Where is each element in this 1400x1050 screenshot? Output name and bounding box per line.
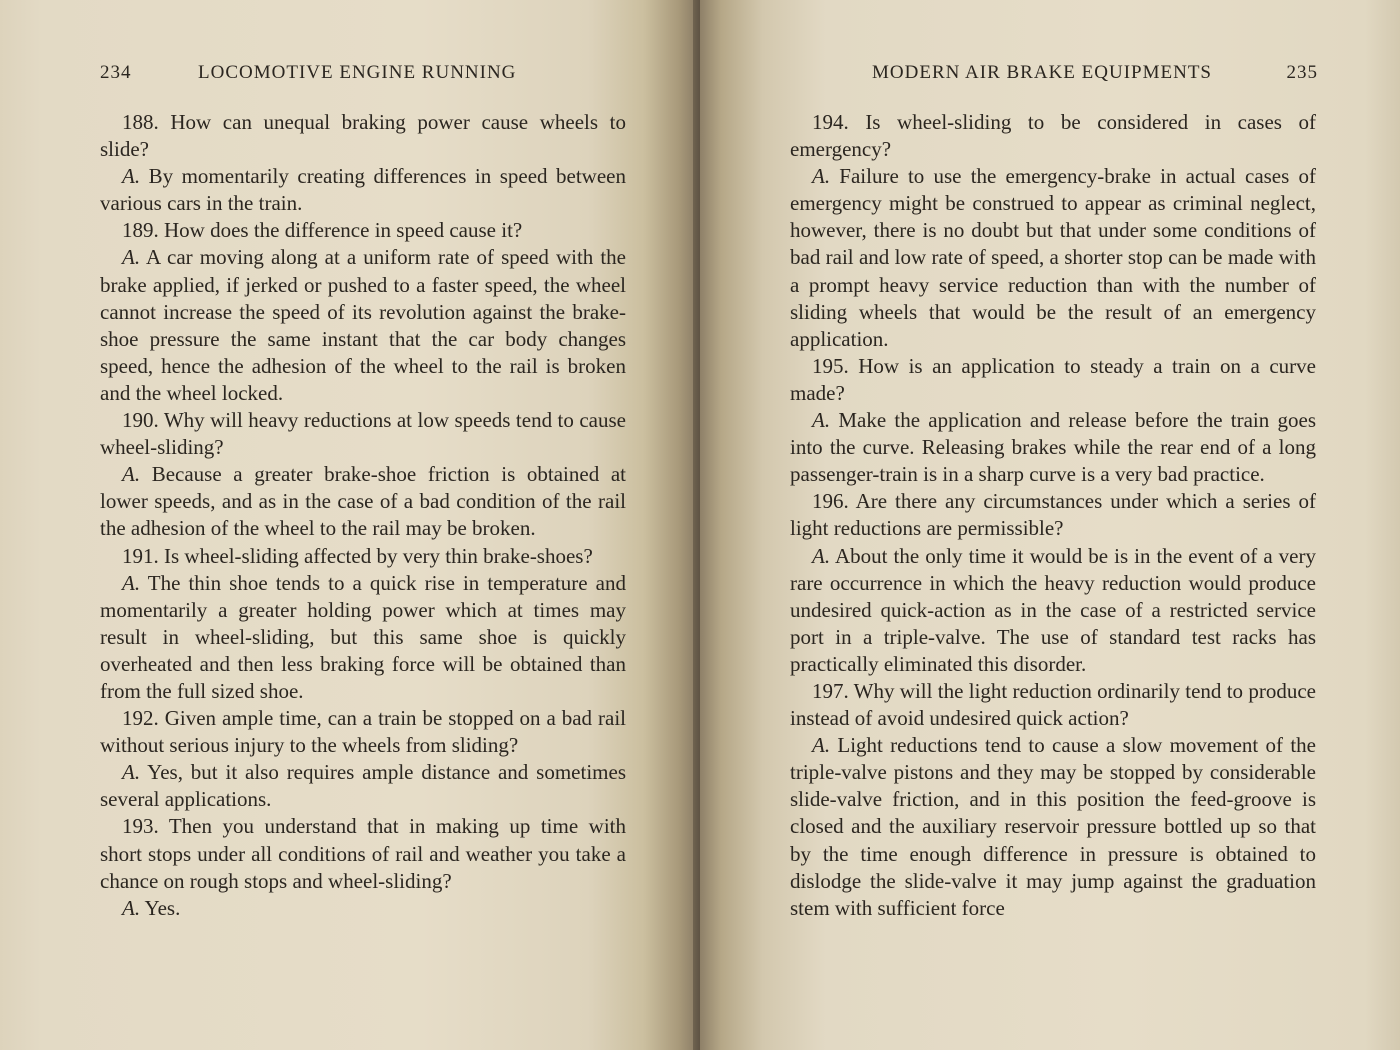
question-192: 192. Given ample time, can a train be stopped on a bad rail without serious injury to the wheels from sliding? bbox=[100, 706, 626, 758]
left-running-title: LOCOMOTIVE ENGINE RUNNING bbox=[198, 62, 517, 83]
left-page-number: 234 bbox=[100, 62, 132, 83]
question-196: 196. Are there any circumstances under which a series of light reductions are permissible? bbox=[790, 489, 1316, 541]
right-text-block bbox=[790, 109, 1316, 922]
question-197: 197. Why will the light reduction ordinarily tend to produce instead of avoid undesired quick action? bbox=[790, 678, 1316, 731]
right-page-number: 235 bbox=[1286, 62, 1318, 83]
right-running-head bbox=[790, 62, 1318, 90]
question-188: 188. How can unequal braking power cause wheels to slide? bbox=[100, 110, 626, 162]
question-191: 191. Is wheel-sliding affected by very thin brake-shoes? bbox=[122, 543, 593, 568]
answer-191: A. The thin shoe tends to a quick rise in temperature and momentarily a greater holding power which at times may result in wheel-sliding, but this same shoe is quickly overheated and then less braking force will be obtained than from the full sized shoe. bbox=[100, 570, 626, 703]
question-190: 190. Why will heavy reductions at low speeds tend to cause wheel-sliding? bbox=[100, 408, 626, 460]
answer-196: A. About the only time it would be is in the event of a very rare occurrence in which the heavy reduction would produce undesired quick-action as in the case of a restricted service port in a triple-valve. The use of standard test racks has practically eliminated this disorder. bbox=[790, 543, 1316, 676]
answer-195: A. Make the application and release before the train goes into the curve. Releasing brakes while the rear end of a long passenger-train is in a sharp curve is a very bad practice. bbox=[790, 408, 1316, 487]
answer-193: A. Yes. bbox=[122, 895, 181, 920]
answer-190: A. Because a greater brake-shoe friction is obtained at lower speeds, and as in the case of a bad condition of the rail the adhesion of the wheel to the rail may be broken. bbox=[100, 462, 626, 541]
question-193: 193. Then you understand that in making up time with short stops under all conditions of rail and weather you take a chance on rough stops and wheel-sliding? bbox=[100, 814, 626, 893]
answer-192: A. Yes, but it also requires ample distance and sometimes several applications. bbox=[100, 760, 626, 812]
left-running-head bbox=[100, 62, 660, 90]
answer-197: A. Light reductions tend to cause a slow movement of the triple-valve pistons and they may be stopped by considerable slide-valve friction, and in this position the feed-groove is closed and the auxiliary reservoir pressure bottled up so that by the time enough difference in pressure is obtained to dislodge the slide-valve it may jump against the graduation stem with sufficient force bbox=[790, 733, 1316, 920]
answer-194: A. Failure to use the emergency-brake in actual cases of emergency might be construed to appear as criminal neglect, however, there is no doubt but that under some conditions of bad rail and low rate of speed, a shorter stop can be made with a prompt heavy service reduction than with the number of sliding wheels that would be the result of an emergency application. bbox=[790, 164, 1316, 351]
question-194: 194. Is wheel-sliding to be considered in cases of emergency? bbox=[790, 110, 1316, 162]
question-195: 195. How is an application to steady a train on a curve made? bbox=[790, 353, 1316, 405]
right-running-title: MODERN AIR BRAKE EQUIPMENTS bbox=[872, 62, 1212, 83]
question-189: 189. How does the difference in speed cause it? bbox=[122, 218, 523, 243]
answer-189: A. A car moving along at a uniform rate of speed with the brake applied, if jerked or pushed to a faster speed, the wheel cannot increase the speed of its revolution against the brake-shoe pressure the same instant that the car body changes speed, hence the adhesion of the wheel to the rail is broken and the wheel locked. bbox=[100, 245, 626, 405]
left-text-block bbox=[100, 109, 626, 922]
answer-188: A. By momentarily creating differences in speed between various cars in the train. bbox=[100, 164, 626, 216]
